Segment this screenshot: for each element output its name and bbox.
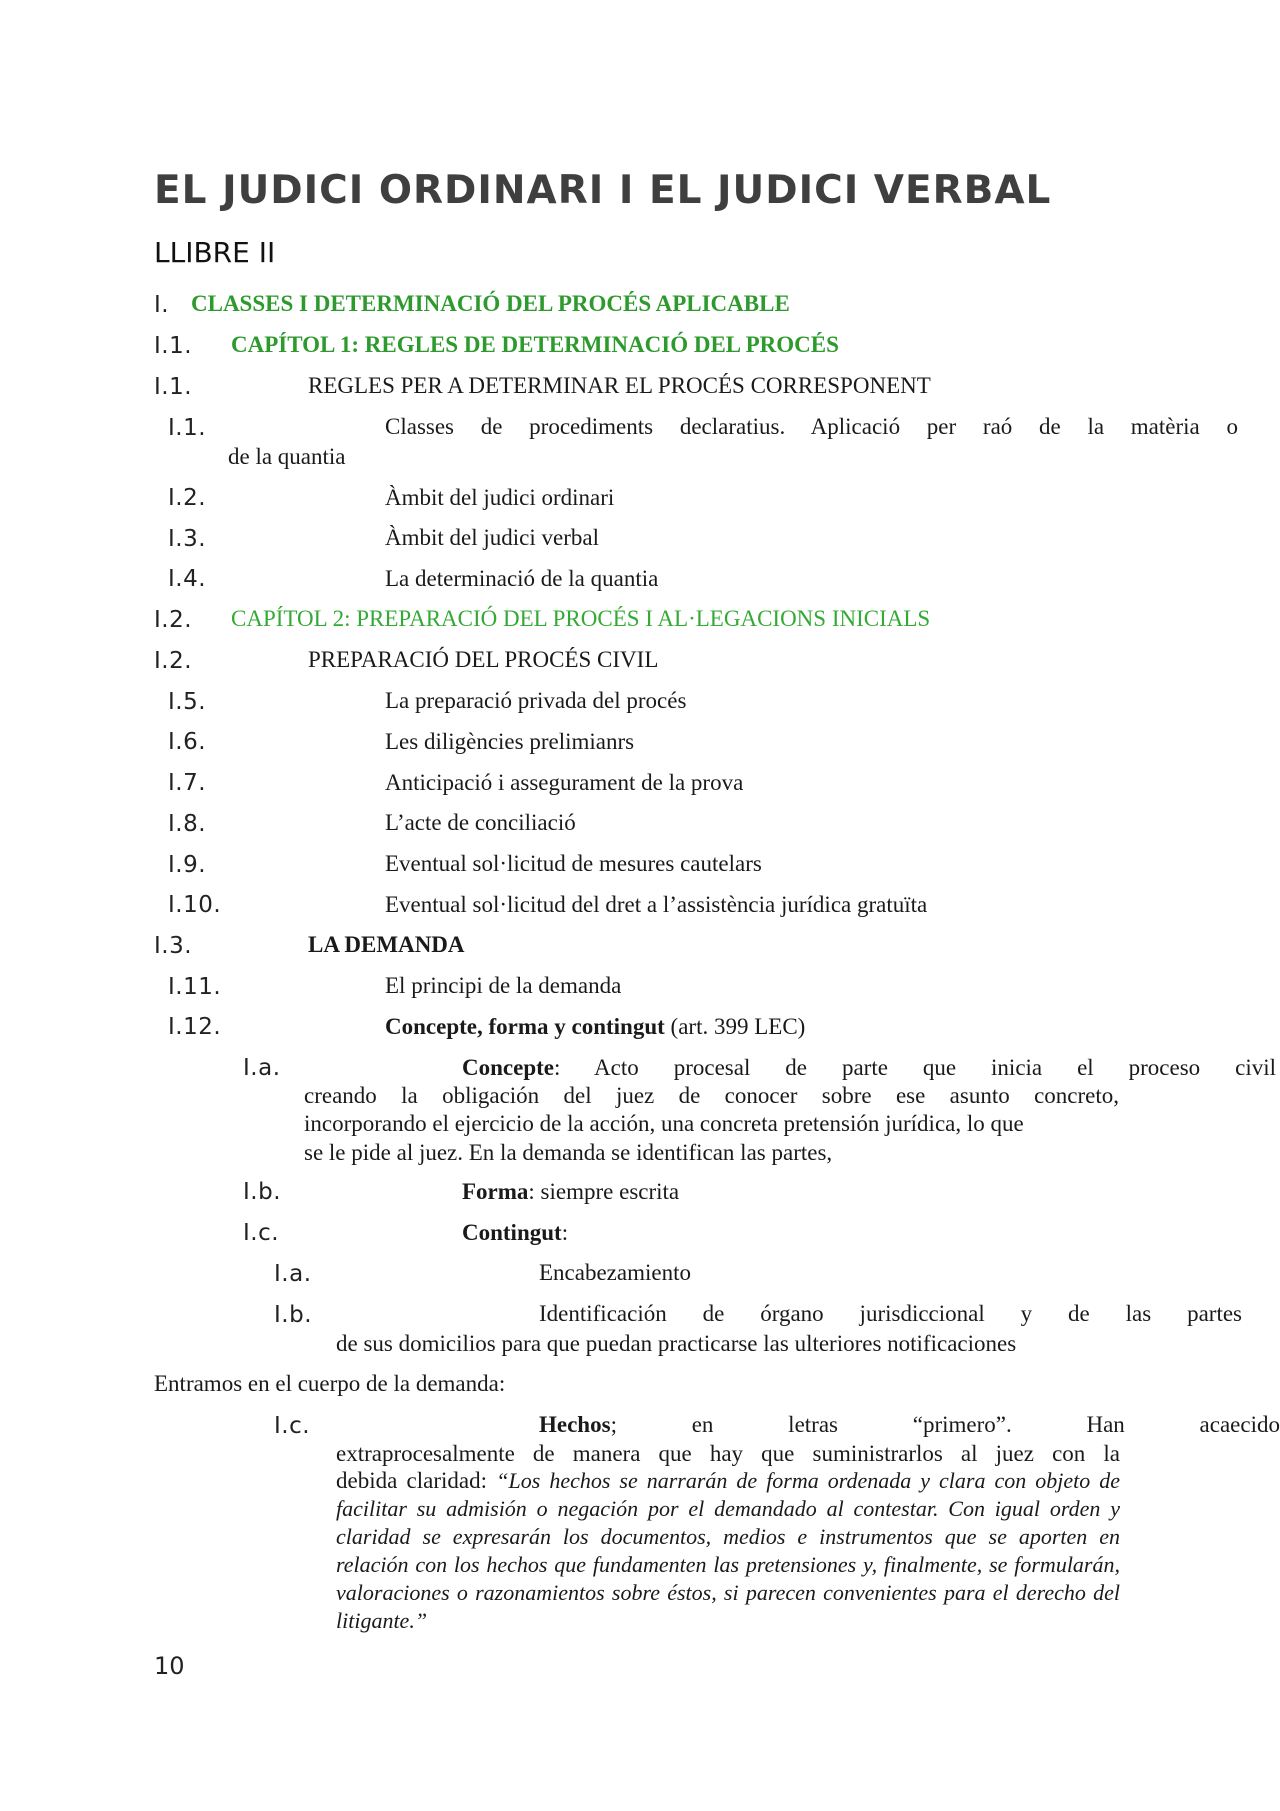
- item-bold-text: Forma: [462, 1179, 529, 1204]
- entry-number: I.10.: [168, 892, 222, 918]
- item-text: L’acte de conciliació: [385, 810, 576, 835]
- item-text: Classes de procediments declaratius. Aplicació per raó de la matèria o: [385, 414, 1238, 439]
- entry-number: I.c.: [274, 1413, 311, 1439]
- entry-number: I.11.: [168, 974, 222, 1000]
- item-plain-text: : siempre escrita: [528, 1179, 680, 1204]
- item-text: El principi de la demanda: [385, 973, 622, 998]
- item-text-continued: se le pide al juez. En la demanda se identifican las partes,: [304, 1140, 833, 1165]
- item-bold-text: Concepte: [462, 1055, 554, 1080]
- entry-number: I.1.: [154, 374, 193, 400]
- document-subtitle: LLIBRE II: [154, 236, 276, 269]
- entry-number: I.5.: [168, 689, 207, 715]
- item-text: Identificación de órgano jurisdiccional y de las partes: [539, 1301, 1242, 1326]
- entry-number: I.12.: [168, 1014, 222, 1040]
- item-plain-text: : Acto procesal de parte que inicia el proceso civil: [553, 1055, 1276, 1080]
- entry-number: I.7.: [168, 770, 207, 796]
- entry-number: I.2.: [168, 485, 207, 511]
- item-text: Anticipació i assegurament de la prova: [385, 770, 744, 795]
- item-text: [462, 1220, 568, 1246]
- item-text-continued: extraprocesalmente de manera que hay que suministrarlos al juez con la: [336, 1441, 1120, 1466]
- entry-number: I.b.: [243, 1179, 282, 1205]
- entry-number: I.1.: [168, 415, 207, 441]
- entry-number: I.2.: [154, 648, 193, 674]
- item-bold-text: Hechos: [539, 1412, 611, 1437]
- item-bold-text: Contingut: [462, 1220, 562, 1245]
- entry-number: I.8.: [168, 811, 207, 837]
- entry-number: I.9.: [168, 852, 207, 878]
- item-text: [462, 1179, 679, 1205]
- entry-number: I.3.: [168, 526, 207, 552]
- item-plain-text: (art. 399 LEC): [664, 1014, 806, 1039]
- subsection-heading: PREPARACIÓ DEL PROCÉS CIVIL: [308, 647, 659, 672]
- entry-number: I.1.: [154, 333, 193, 359]
- item-text: Eventual sol·licitud de mesures cautelars: [385, 851, 762, 876]
- item-plain-text: :: [561, 1220, 569, 1245]
- document-title: EL JUDICI ORDINARI I EL JUDICI VERBAL: [154, 168, 1052, 213]
- item-text-continued: creando la obligación del juez de conocer sobre ese asunto concreto,: [304, 1083, 1119, 1108]
- entry-number: I.b.: [274, 1302, 313, 1328]
- item-text: Encabezamiento: [539, 1260, 691, 1285]
- section-heading: CLASSES I DETERMINACIÓ DEL PROCÉS APLICABLE: [191, 291, 790, 316]
- item-text: Àmbit del judici ordinari: [385, 485, 615, 510]
- item-text-continued: incorporando el ejercicio de la acción, una concreta pretensión jurídica, lo que: [304, 1111, 1024, 1136]
- item-text: [385, 1014, 805, 1040]
- subsection-heading: REGLES PER A DETERMINAR EL PROCÉS CORRESPONENT: [308, 373, 931, 398]
- item-text-continued: [336, 1467, 1120, 1635]
- item-bold-text: Concepte, forma y contingut: [385, 1014, 665, 1039]
- legal-quote: “Los hechos se narrarán de forma ordenada y clara con objeto de facilitar su admisión o negación por el demandado al contestar. Con igual orden y claridad se expresarán los documentos, medios e instrumentos que se aporten en relación con los hechos que fundamenten las pretensiones y, finalmente, se formularán, valoraciones o razonamientos sobre éstos, si parecen convenientes para el derecho del litigante.”: [336, 1468, 1120, 1633]
- item-text: La determinació de la quantia: [385, 566, 659, 591]
- item-text: Les diligències prelimianrs: [385, 729, 635, 754]
- chapter-heading: CAPÍTOL 2: PREPARACIÓ DEL PROCÉS I AL·LEGACIONS INICIALS: [231, 606, 931, 631]
- subsection-heading: LA DEMANDA: [308, 932, 465, 957]
- item-plain-text: debida claridad:: [336, 1468, 497, 1493]
- item-text: La preparació privada del procés: [385, 688, 687, 713]
- page-number: 10: [154, 1652, 185, 1680]
- item-text: Eventual sol·licitud del dret a l’assistència jurídica gratuïta: [385, 892, 928, 917]
- entry-number: I.3.: [154, 933, 193, 959]
- item-plain-text: ; en letras “primero”. Han acaecido: [610, 1412, 1280, 1437]
- entry-number: I.c.: [243, 1220, 280, 1246]
- item-text-continued: de la quantia: [228, 444, 346, 469]
- item-text: [462, 1055, 1276, 1081]
- entry-number: I.a.: [274, 1261, 312, 1287]
- chapter-heading: CAPÍTOL 1: REGLES DE DETERMINACIÓ DEL PROCÉS: [231, 332, 839, 357]
- body-paragraph: Entramos en el cuerpo de la demanda:: [154, 1371, 506, 1396]
- item-text: [539, 1412, 1280, 1438]
- item-text-continued: de sus domicilios para que puedan practicarse las ulteriores notificaciones: [336, 1331, 1017, 1356]
- entry-number: I.a.: [243, 1055, 281, 1081]
- entry-number: I.: [154, 292, 170, 318]
- entry-number: I.2.: [154, 607, 193, 633]
- entry-number: I.4.: [168, 566, 207, 592]
- entry-number: I.6.: [168, 729, 207, 755]
- item-text: Àmbit del judici verbal: [385, 525, 599, 550]
